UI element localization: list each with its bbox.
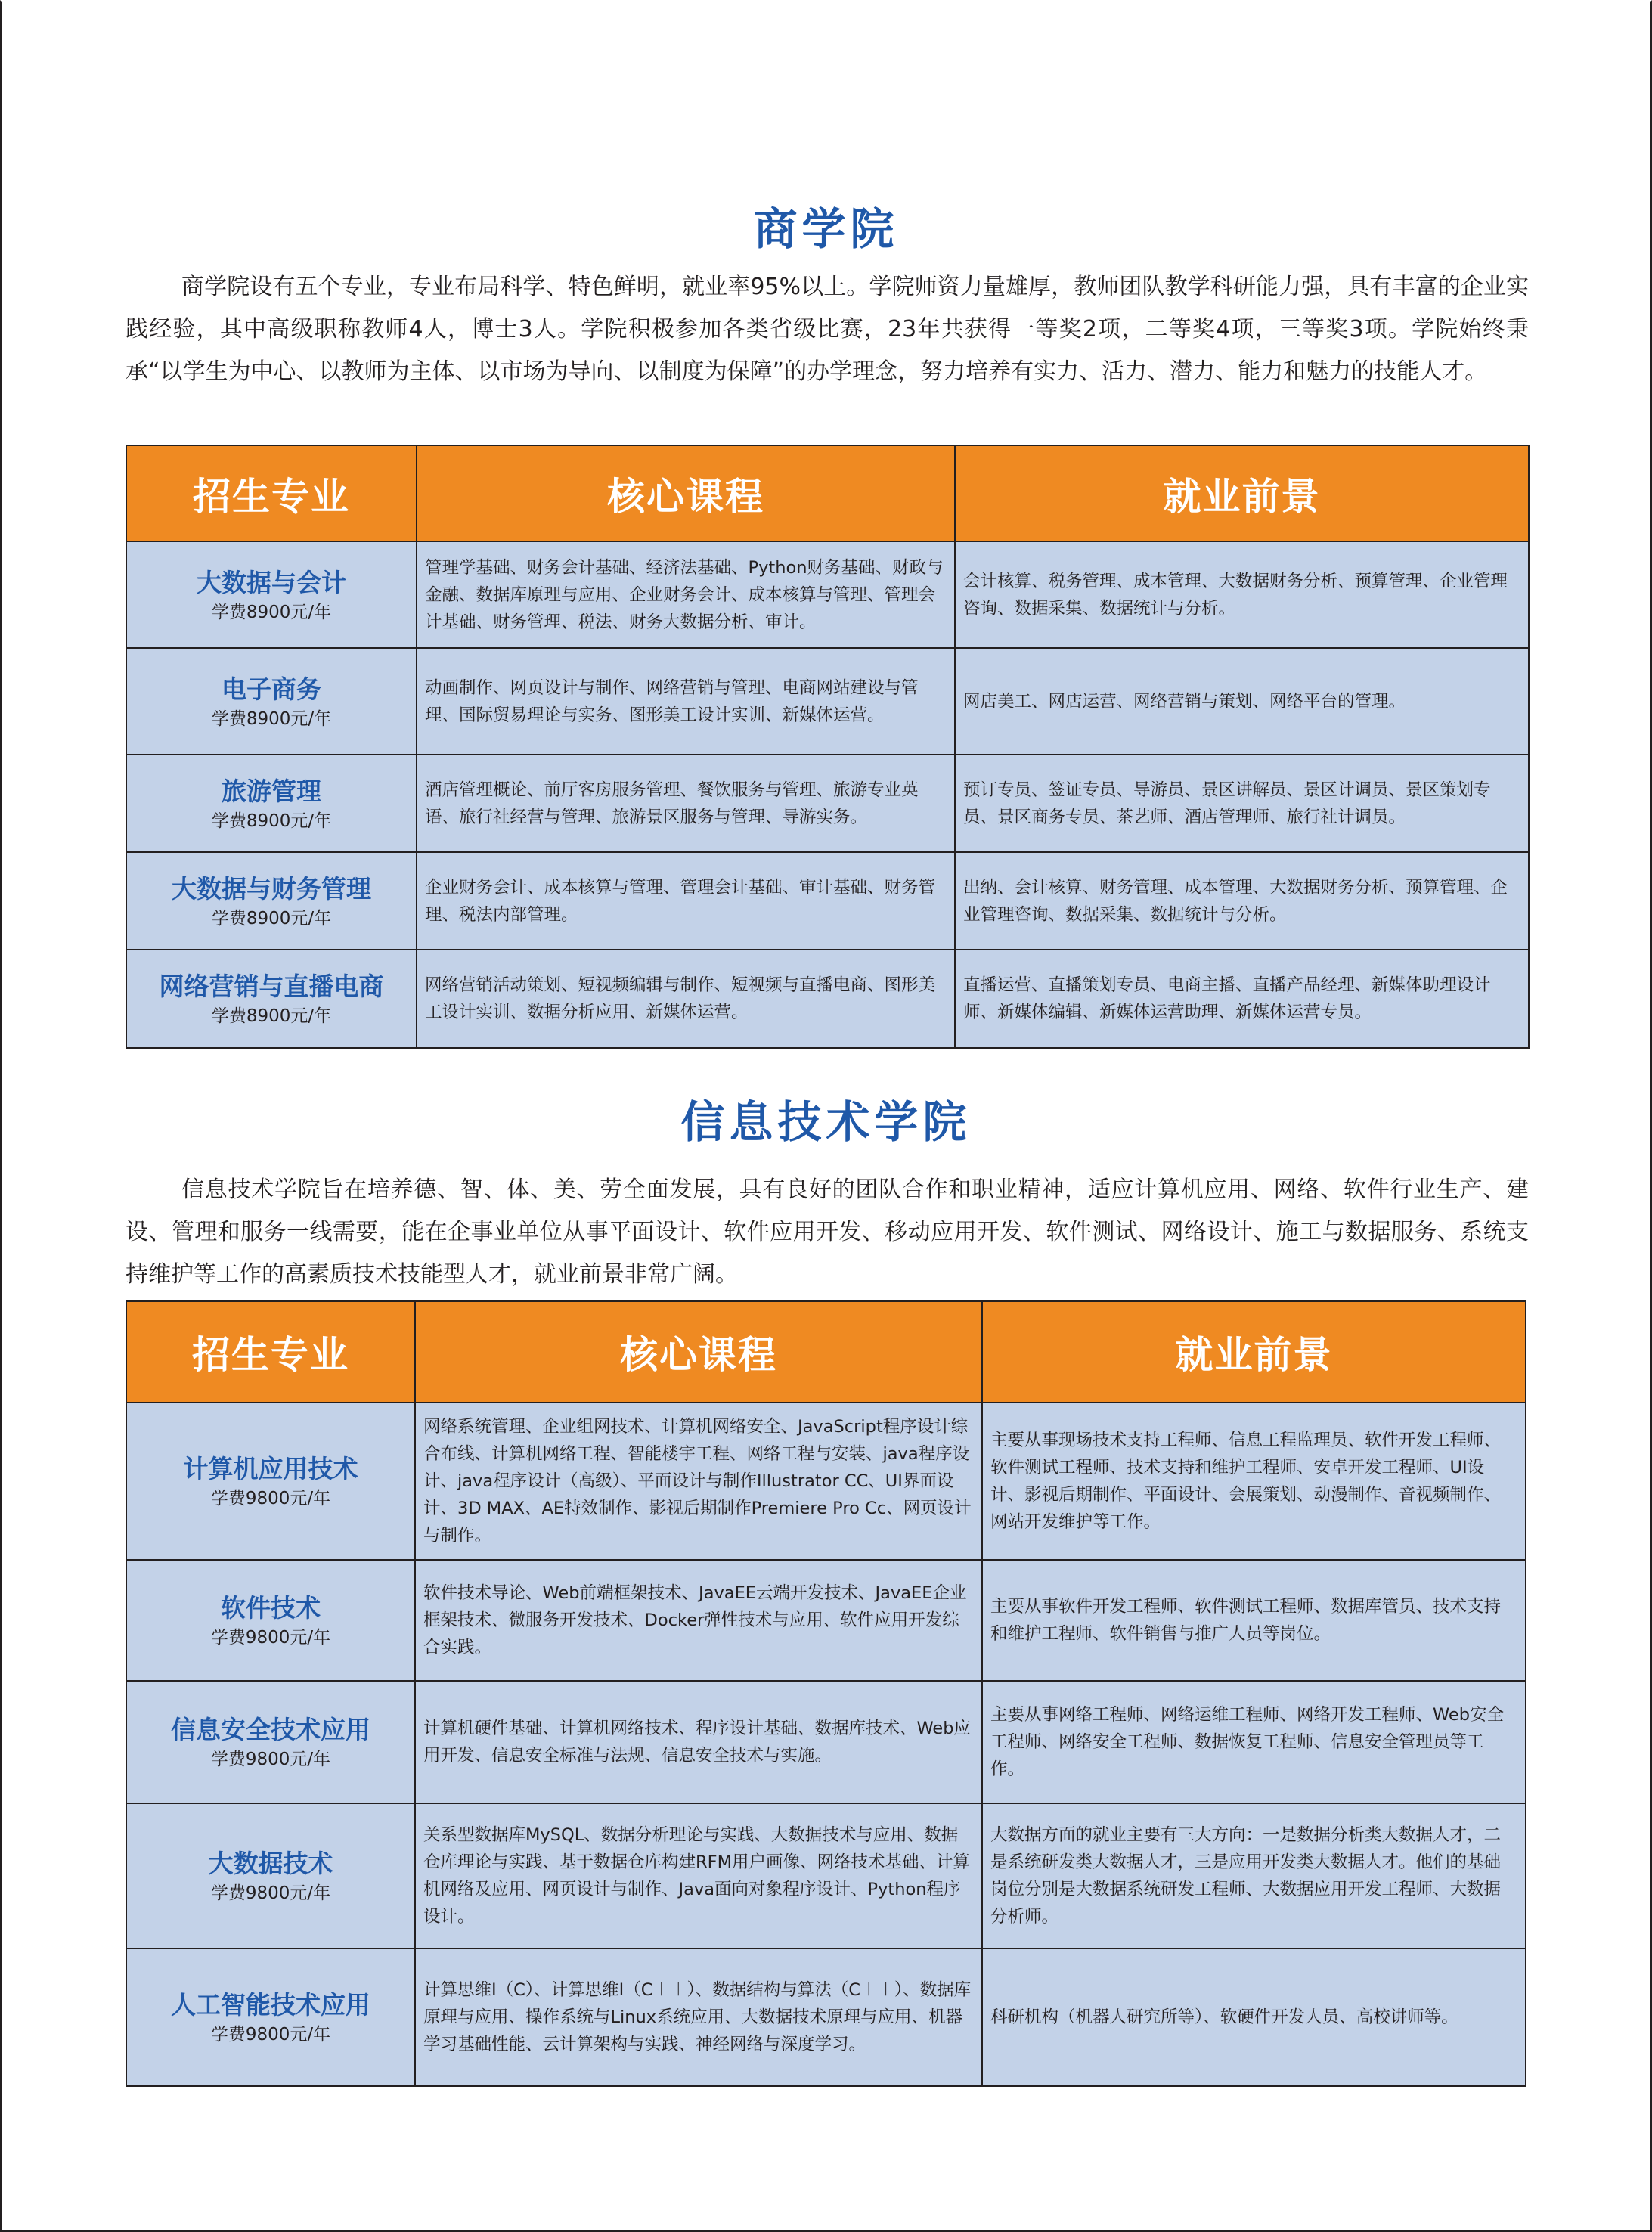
major-fee: 学费9800元/年 <box>210 1628 331 1648</box>
courses-cell: 企业财务会计、成本核算与管理、管理会计基础、审计基础、财务管理、税法内部管理。 <box>417 852 955 950</box>
major-name: 大数据与会计 <box>197 567 346 597</box>
prospects-cell: 科研机构（机器人研究所等）、软硬件开发人员、高校讲师等。 <box>982 1948 1526 2086</box>
header-courses: 核心课程 <box>415 1301 982 1403</box>
major-name: 人工智能技术应用 <box>171 1990 370 2020</box>
courses-cell: 网络营销活动策划、短视频编辑与制作、短视频与直播电商、图形美工设计实训、数据分析应用、新媒体运营。 <box>417 950 955 1048</box>
major-fee: 学费8900元/年 <box>211 811 332 831</box>
prospects-cell: 大数据方面的就业主要有三大方向：一是数据分析类大数据人才，二是系统研发类大数据人才，三是应用开发类大数据人才。他们的基础岗位分别是大数据系统研发工程师、大数据应用开发工程师、大数据分析师。 <box>982 1803 1526 1948</box>
major-cell <box>126 755 417 852</box>
courses-cell: 酒店管理概论、前厅客房服务管理、餐饮服务与管理、旅游专业英语、旅行社经营与管理、旅游景区服务与管理、导游实务。 <box>417 755 955 852</box>
courses-cell: 管理学基础、财务会计基础、经济法基础、Python财务基础、财政与金融、数据库原理与应用、企业财务会计、成本核算与管理、管理会计基础、财务管理、税法、财务大数据分析、审计。 <box>417 541 955 648</box>
major-name: 大数据与财务管理 <box>172 873 371 904</box>
major-name: 软件技术 <box>221 1593 321 1623</box>
table-row <box>126 950 1529 1048</box>
table-row <box>126 1560 1526 1681</box>
major-cell <box>126 1560 415 1681</box>
major-cell <box>126 541 417 648</box>
table-row <box>126 541 1529 648</box>
header-prospects: 就业前景 <box>982 1301 1526 1403</box>
prospects-cell: 主要从事网络工程师、网络运维工程师、网络开发工程师、Web安全工程师、网络安全工程师、数据恢复工程师、信息安全管理员等工作。 <box>982 1681 1526 1803</box>
prospects-cell: 直播运营、直播策划专员、电商主播、直播产品经理、新媒体助理设计师、新媒体编辑、新媒体运营助理、新媒体运营专员。 <box>955 950 1529 1048</box>
business-school-title: 商学院 <box>753 203 899 255</box>
major-cell <box>126 1403 415 1560</box>
prospects-cell: 会计核算、税务管理、成本管理、大数据财务分析、预算管理、企业管理咨询、数据采集、数据统计与分析。 <box>955 541 1529 648</box>
major-name: 旅游管理 <box>222 776 321 806</box>
major-fee: 学费8900元/年 <box>211 908 332 928</box>
major-fee: 学费9800元/年 <box>210 1489 331 1508</box>
courses-cell: 动画制作、网页设计与制作、网络营销与管理、电商网站建设与管理、国际贸易理论与实务、图形美工设计实训、新媒体运营。 <box>417 648 955 755</box>
prospects-cell: 网店美工、网店运营、网络营销与策划、网络平台的管理。 <box>955 648 1529 755</box>
courses-cell: 计算思维Ⅰ（C）、计算思维Ⅰ（C＋＋）、数据结构与算法（C＋＋）、数据库原理与应用、操作系统与Linux系统应用、大数据技术原理与应用、机器学习基础性能、云计算架构与实践、神经网络与深度学习。 <box>415 1948 982 2086</box>
header-prospects: 就业前景 <box>955 445 1529 541</box>
table-row <box>126 1403 1526 1560</box>
major-fee: 学费8900元/年 <box>211 708 332 729</box>
table-row <box>126 1681 1526 1803</box>
courses-cell: 网络系统管理、企业组网技术、计算机网络安全、JavaScript程序设计综合布线、计算机网络工程、智能楼宇工程、网络工程与安装、java程序设计、java程序设计（高级）、平面设计与制作Illustrator CC、UI界面设计、3D MAX、AE特效制作、影视后期制作Premiere Pro Cc、网页设计与制作。 <box>415 1403 982 1560</box>
table-row <box>126 648 1529 755</box>
major-fee: 学费9800元/年 <box>210 1750 331 1769</box>
table-row <box>126 852 1529 950</box>
prospects-cell: 出纳、会计核算、财务管理、成本管理、大数据财务分析、预算管理、企业管理咨询、数据采集、数据统计与分析。 <box>955 852 1529 950</box>
major-name: 计算机应用技术 <box>183 1454 358 1483</box>
it-majors-table <box>126 1300 1526 2087</box>
it-school-title: 信息技术学院 <box>680 1096 972 1148</box>
table-row <box>126 1948 1526 2086</box>
major-fee: 学费8900元/年 <box>211 1006 332 1026</box>
header-courses: 核心课程 <box>417 445 955 541</box>
major-name: 网络营销与直播电商 <box>159 972 384 1001</box>
major-fee: 学费9800元/年 <box>210 2025 331 2044</box>
major-fee: 学费8900元/年 <box>211 602 332 622</box>
courses-cell: 软件技术导论、Web前端框架技术、JavaEE云端开发技术、JavaEE企业框架技术、微服务开发技术、Docker弹性技术与应用、软件应用开发综合实践。 <box>415 1560 982 1681</box>
major-name: 信息安全技术应用 <box>171 1715 370 1744</box>
courses-cell: 计算机硬件基础、计算机网络技术、程序设计基础、数据库技术、Web应用开发、信息安全标准与法规、信息安全技术与实施。 <box>415 1681 982 1803</box>
major-cell <box>126 648 417 755</box>
header-major: 招生专业 <box>126 1301 415 1403</box>
prospects-cell: 主要从事软件开发工程师、软件测试工程师、数据库管员、技术支持和维护工程师、软件销售与推广人员等岗位。 <box>982 1560 1526 1681</box>
major-cell <box>126 950 417 1048</box>
table-row <box>126 755 1529 852</box>
major-fee: 学费9800元/年 <box>210 1883 331 1903</box>
major-cell <box>126 1948 415 2086</box>
major-name: 大数据技术 <box>208 1849 333 1878</box>
major-cell <box>126 1803 415 1948</box>
business-school-intro: 商学院设有五个专业，专业布局科学、特色鲜明，就业率95%以上。学院师资力量雄厚，教师团队教学科研能力强，具有丰富的企业实践经验，其中高级职称教师4人，博士3人。学院积极参加各类省级比赛，23年共获得一等奖2项，二等奖4项，三等奖3项。学院始终秉承“以学生为中心、以教师为主体、以市场为导向、以制度为保障”的办学理念，努力培养有实力、活力、潜力、能力和魅力的技能人才。 <box>126 274 1529 385</box>
table-row <box>126 1803 1526 1948</box>
prospects-cell: 预订专员、签证专员、导游员、景区讲解员、景区计调员、景区策划专员、景区商务专员、茶艺师、酒店管理师、旅行社计调员。 <box>955 755 1529 852</box>
major-cell <box>126 1681 415 1803</box>
prospects-cell: 主要从事现场技术支持工程师、信息工程监理员、软件开发工程师、软件测试工程师、技术支持和维护工程师、安卓开发工程师、UI设计、影视后期制作、平面设计、会展策划、动漫制作、音视频制作、网站开发维护等工作。 <box>982 1403 1526 1560</box>
major-name: 电子商务 <box>222 674 321 704</box>
courses-cell: 关系型数据库MySQL、数据分析理论与实践、大数据技术与应用、数据仓库理论与实践、基于数据仓库构建RFM用户画像、网络技术基础、计算机网络及应用、网页设计与制作、Java面向对象程序设计、Python程序设计。 <box>415 1803 982 1948</box>
header-major: 招生专业 <box>126 445 417 541</box>
business-majors-table <box>126 445 1530 1049</box>
it-school-intro: 信息技术学院旨在培养德、智、体、美、劳全面发展，具有良好的团队合作和职业精神，适应计算机应用、网络、软件行业生产、建设、管理和服务一线需要，能在企事业单位从事平面设计、软件应用开发、移动应用开发、软件测试、网络设计、施工与数据服务、系统支持维护等工作的高素质技术技能型人才，就业前景非常广阔。 <box>126 1176 1529 1288</box>
major-cell <box>126 852 417 950</box>
